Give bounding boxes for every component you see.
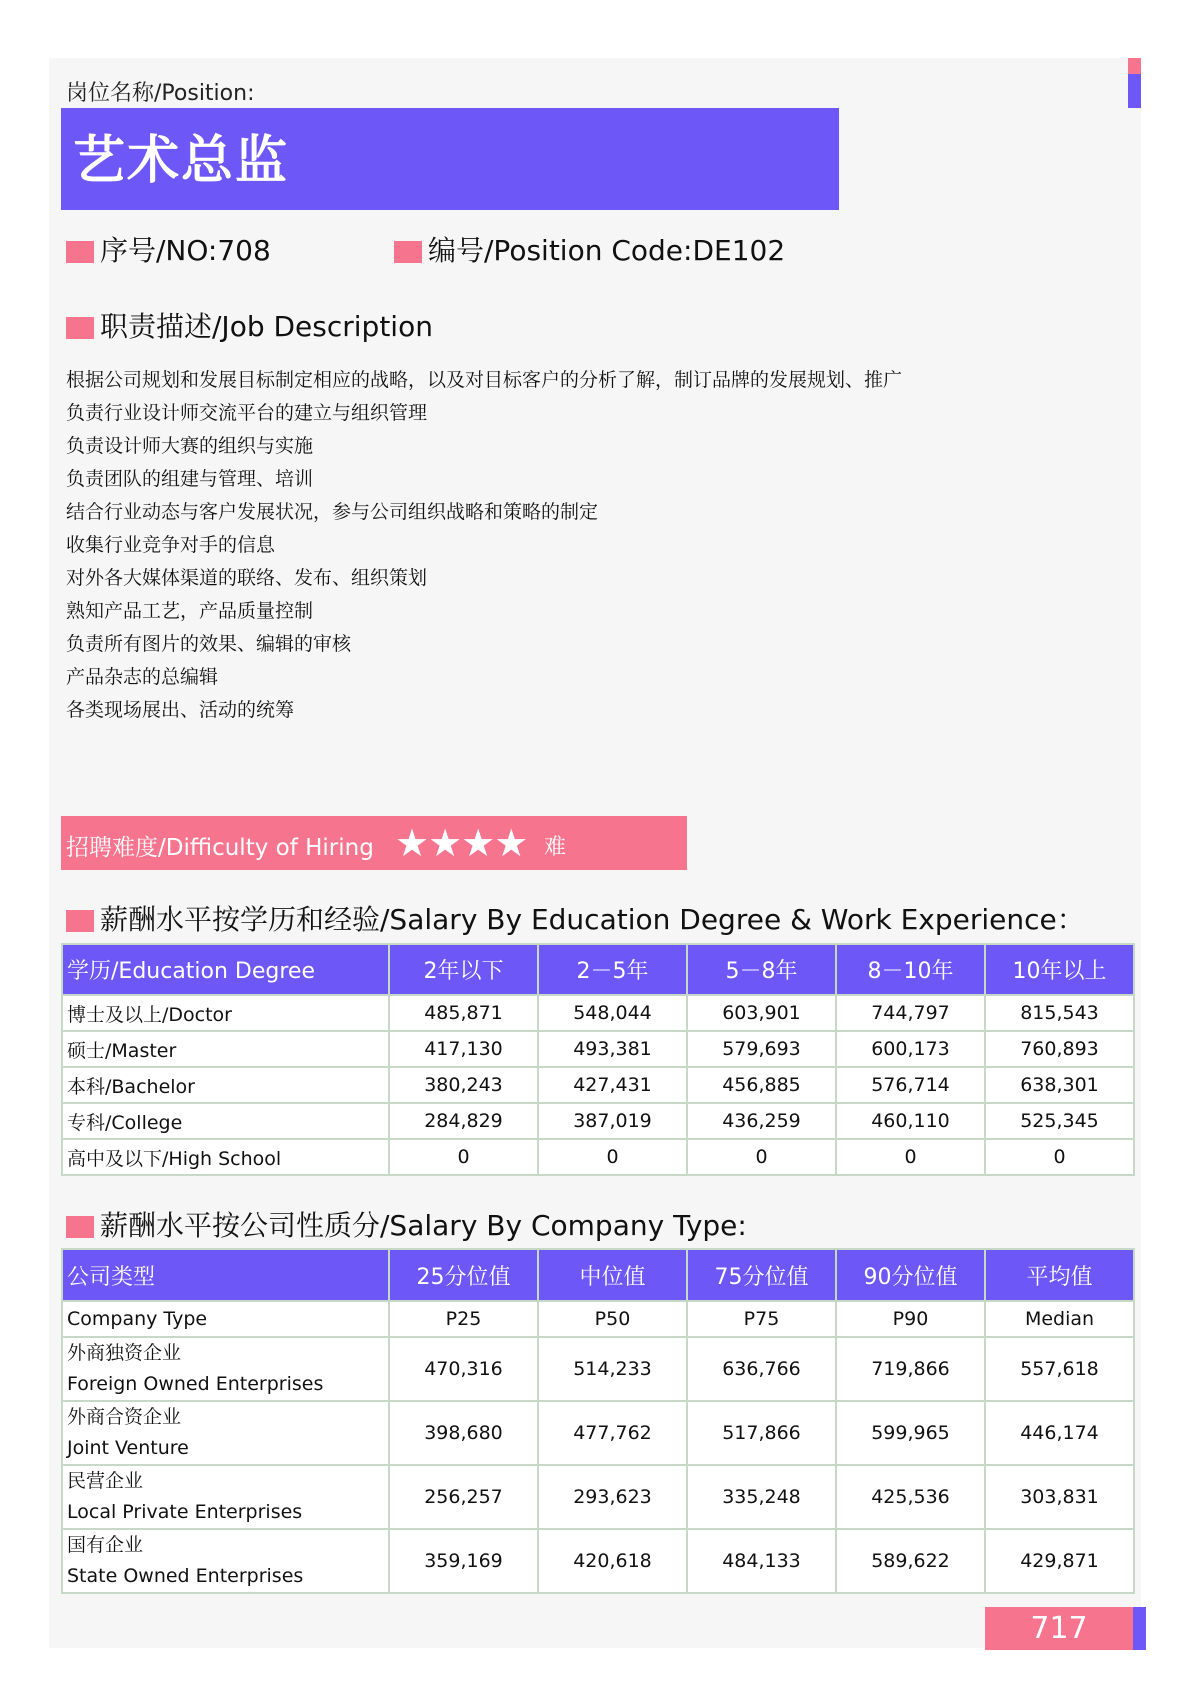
table-cell: 638,301 bbox=[985, 1067, 1134, 1103]
table-cell: 0 bbox=[985, 1139, 1134, 1175]
description-item: 收集行业竞争对手的信息 bbox=[66, 534, 276, 556]
company-type-en: Joint Venture bbox=[67, 1437, 189, 1459]
row-label bbox=[62, 1337, 389, 1401]
table-cell: 548,044 bbox=[538, 995, 687, 1031]
table-cell: 525,345 bbox=[985, 1103, 1134, 1139]
table-cell: 303,831 bbox=[985, 1465, 1134, 1529]
bullet-square-icon bbox=[66, 910, 94, 932]
row-label: 高中及以下/High School bbox=[62, 1139, 389, 1175]
company-salary-table bbox=[61, 1248, 1135, 1594]
row-label bbox=[62, 1465, 389, 1529]
table-row bbox=[62, 1139, 1134, 1175]
table-cell: 0 bbox=[389, 1139, 538, 1175]
description-item: 负责设计师大赛的组织与实施 bbox=[66, 435, 314, 457]
job-description-list bbox=[66, 364, 902, 727]
table-subheader-row bbox=[62, 1301, 1134, 1337]
table-row bbox=[62, 1337, 1134, 1401]
column-header: 25分位值 bbox=[389, 1249, 538, 1301]
column-header: 90分位值 bbox=[836, 1249, 985, 1301]
company-type-cn: 国有企业 bbox=[67, 1534, 144, 1556]
company-type-cn: 外商独资企业 bbox=[67, 1342, 182, 1364]
table-cell: 436,259 bbox=[687, 1103, 836, 1139]
table-cell: 427,431 bbox=[538, 1067, 687, 1103]
hiring-difficulty-level: 难 bbox=[544, 835, 567, 860]
page-number: 717 bbox=[985, 1607, 1133, 1650]
table-row bbox=[62, 1103, 1134, 1139]
corner-accent-purple bbox=[1128, 74, 1141, 108]
bullet-square-icon bbox=[66, 1216, 94, 1238]
table-cell: 603,901 bbox=[687, 995, 836, 1031]
column-header: 75分位值 bbox=[687, 1249, 836, 1301]
table-row bbox=[62, 1067, 1134, 1103]
table-cell: 456,885 bbox=[687, 1067, 836, 1103]
table-cell: 599,965 bbox=[836, 1401, 985, 1465]
position-code: 编号/Position Code:DE102 bbox=[394, 229, 785, 269]
description-item: 熟知产品工艺，产品质量控制 bbox=[66, 600, 314, 622]
row-label: 博士及以上/Doctor bbox=[62, 995, 389, 1031]
table-cell: P75 bbox=[687, 1301, 836, 1337]
company-type-en: State Owned Enterprises bbox=[67, 1565, 304, 1587]
table-cell: 425,536 bbox=[836, 1465, 985, 1529]
education-salary-table bbox=[61, 943, 1135, 1176]
table-cell: 380,243 bbox=[389, 1067, 538, 1103]
description-item: 各类现场展出、活动的统筹 bbox=[66, 699, 295, 721]
row-label bbox=[62, 1529, 389, 1593]
bullet-square-icon bbox=[394, 241, 422, 263]
company-type-en: Local Private Enterprises bbox=[67, 1501, 303, 1523]
table-cell: 335,248 bbox=[687, 1465, 836, 1529]
description-item: 负责所有图片的效果、编辑的审核 bbox=[66, 633, 352, 655]
star-rating-icon: ★★★★ bbox=[395, 821, 528, 865]
column-header: 公司类型 bbox=[62, 1249, 389, 1301]
column-header: 学历/Education Degree bbox=[62, 944, 389, 995]
table-cell: 0 bbox=[687, 1139, 836, 1175]
row-label: Company Type bbox=[62, 1301, 389, 1337]
table-cell: P90 bbox=[836, 1301, 985, 1337]
table-cell: 0 bbox=[538, 1139, 687, 1175]
table-cell: 815,543 bbox=[985, 995, 1134, 1031]
table-cell: 359,169 bbox=[389, 1529, 538, 1593]
description-item: 根据公司规划和发展目标制定相应的战略，以及对目标客户的分析了解，制订品牌的发展规划、推广 bbox=[66, 369, 903, 391]
table-cell: 517,866 bbox=[687, 1401, 836, 1465]
serial-number: 序号/NO:708 bbox=[66, 229, 271, 269]
table-cell: 293,623 bbox=[538, 1465, 687, 1529]
table-cell: 600,173 bbox=[836, 1031, 985, 1067]
table-cell: 0 bbox=[836, 1139, 985, 1175]
table-cell: 719,866 bbox=[836, 1337, 985, 1401]
column-header: 2年以下 bbox=[389, 944, 538, 995]
company-type-cn: 外商合资企业 bbox=[67, 1406, 182, 1428]
table-cell: 420,618 bbox=[538, 1529, 687, 1593]
table-cell: 636,766 bbox=[687, 1337, 836, 1401]
column-header: 8－10年 bbox=[836, 944, 985, 995]
page-number-accent bbox=[1133, 1607, 1146, 1650]
table-cell: 557,618 bbox=[985, 1337, 1134, 1401]
table-header-row bbox=[62, 1249, 1134, 1301]
corner-accent-pink bbox=[1128, 58, 1141, 74]
row-label bbox=[62, 1401, 389, 1465]
hiring-difficulty-label: 招聘难度/Difficulty of Hiring bbox=[66, 835, 374, 861]
table-cell: 460,110 bbox=[836, 1103, 985, 1139]
table-row bbox=[62, 995, 1134, 1031]
table-row bbox=[62, 1031, 1134, 1067]
company-type-cn: 民营企业 bbox=[67, 1470, 144, 1492]
table-cell: 485,871 bbox=[389, 995, 538, 1031]
description-item: 产品杂志的总编辑 bbox=[66, 666, 219, 688]
bullet-square-icon bbox=[66, 241, 94, 263]
table-row bbox=[62, 1529, 1134, 1593]
table-cell: 760,893 bbox=[985, 1031, 1134, 1067]
description-item: 结合行业动态与客户发展状况，参与公司组织战略和策略的制定 bbox=[66, 501, 599, 523]
position-title: 艺术总监 bbox=[73, 131, 290, 191]
description-item: 负责行业设计师交流平台的建立与组织管理 bbox=[66, 402, 428, 424]
table-cell: 744,797 bbox=[836, 995, 985, 1031]
table-cell: 579,693 bbox=[687, 1031, 836, 1067]
education-table-heading: 薪酬水平按学历和经验/Salary By Education Degree & Work Experience： bbox=[66, 898, 1085, 938]
row-label: 本科/Bachelor bbox=[62, 1067, 389, 1103]
table-cell: 470,316 bbox=[389, 1337, 538, 1401]
company-type-en: Foreign Owned Enterprises bbox=[67, 1373, 324, 1395]
table-cell: 589,622 bbox=[836, 1529, 985, 1593]
column-header: 平均值 bbox=[985, 1249, 1134, 1301]
job-description-heading: 职责描述/Job Description bbox=[66, 305, 433, 345]
table-cell: P50 bbox=[538, 1301, 687, 1337]
table-cell: 446,174 bbox=[985, 1401, 1134, 1465]
table-cell: 484,133 bbox=[687, 1529, 836, 1593]
table-row bbox=[62, 1401, 1134, 1465]
description-item: 对外各大媒体渠道的联络、发布、组织策划 bbox=[66, 567, 428, 589]
column-header: 5－8年 bbox=[687, 944, 836, 995]
table-cell: 429,871 bbox=[985, 1529, 1134, 1593]
table-cell: P25 bbox=[389, 1301, 538, 1337]
table-cell: Median bbox=[985, 1301, 1134, 1337]
table-cell: 284,829 bbox=[389, 1103, 538, 1139]
column-header: 2－5年 bbox=[538, 944, 687, 995]
table-cell: 576,714 bbox=[836, 1067, 985, 1103]
table-cell: 387,019 bbox=[538, 1103, 687, 1139]
row-label: 专科/College bbox=[62, 1103, 389, 1139]
column-header: 10年以上 bbox=[985, 944, 1134, 995]
table-cell: 417,130 bbox=[389, 1031, 538, 1067]
table-header-row bbox=[62, 944, 1134, 995]
title-banner bbox=[61, 108, 839, 210]
description-item: 负责团队的组建与管理、培训 bbox=[66, 468, 314, 490]
table-row bbox=[62, 1465, 1134, 1529]
table-cell: 398,680 bbox=[389, 1401, 538, 1465]
table-cell: 477,762 bbox=[538, 1401, 687, 1465]
table-cell: 493,381 bbox=[538, 1031, 687, 1067]
company-table-heading: 薪酬水平按公司性质分/Salary By Company Type: bbox=[66, 1204, 747, 1244]
hiring-difficulty-banner bbox=[61, 816, 687, 870]
column-header: 中位值 bbox=[538, 1249, 687, 1301]
table-cell: 514,233 bbox=[538, 1337, 687, 1401]
table-cell: 256,257 bbox=[389, 1465, 538, 1529]
bullet-square-icon bbox=[66, 317, 94, 339]
row-label: 硕士/Master bbox=[62, 1031, 389, 1067]
position-label: 岗位名称/Position: bbox=[66, 81, 255, 106]
